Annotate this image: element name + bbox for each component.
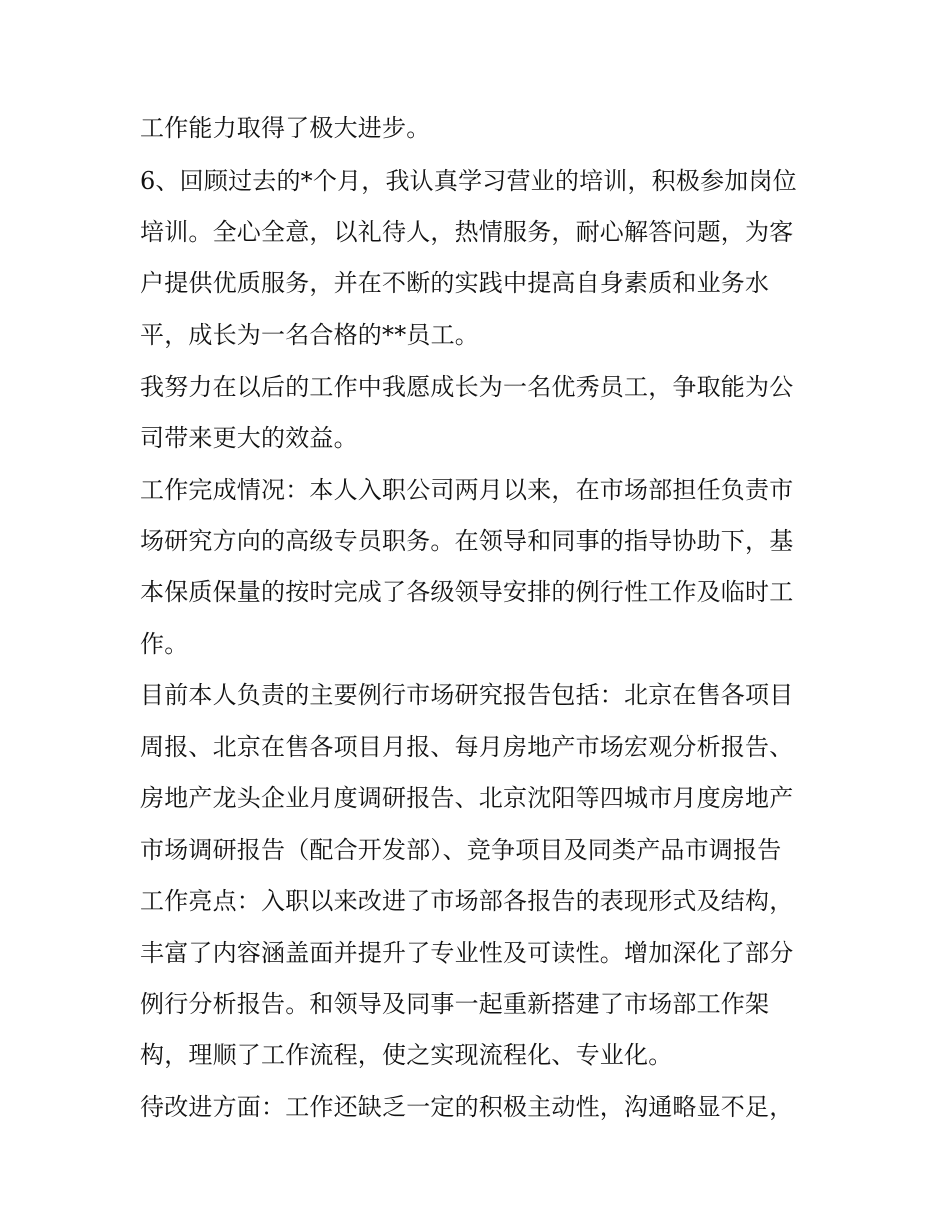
text-line: 我努力在以后的工作中我愿成长为一名优秀员工，争取能为公 — [140, 373, 794, 401]
text-line: 待改进方面：工作还缺乏一定的积极主动性，沟通略显不足， — [140, 1093, 794, 1121]
text-line: 工作亮点：入职以来改进了市场部各报告的表现形式及结构， — [140, 887, 794, 915]
text-line: 丰富了内容涵盖面并提升了专业性及可读性。增加深化了部分 — [140, 939, 794, 967]
text-line: 本保质保量的按时完成了各级领导安排的例行性工作及临时工 — [140, 578, 794, 606]
text-line: 培训。全心全意，以礼待人，热情服务，耐心解答问题，为客 — [140, 218, 794, 246]
text-line: 平，成长为一名合格的**员工。 — [140, 321, 479, 349]
text-line: 6、回顾过去的*个月，我认真学习营业的培训，积极参加岗位 — [140, 167, 797, 195]
text-line: 构，理顺了工作流程，使之实现流程化、专业化。 — [140, 1041, 673, 1069]
text-line: 目前本人负责的主要例行市场研究报告包括：北京在售各项目 — [140, 681, 794, 709]
text-line: 司带来更大的效益。 — [140, 424, 358, 452]
text-line: 场研究方向的高级专员职务。在领导和同事的指导协助下，基 — [140, 527, 794, 555]
text-line: 户提供优质服务，并在不断的实践中提高自身素质和业务水 — [140, 269, 770, 297]
text-line: 周报、北京在售各项目月报、每月房地产市场宏观分析报告、 — [140, 733, 794, 761]
text-line: 工作能力取得了极大进步。 — [140, 114, 431, 142]
text-line: 房地产龙头企业月度调研报告、北京沈阳等四城市月度房地产 — [140, 784, 794, 812]
text-line: 市场调研报告（配合开发部）、竞争项目及同类产品市调报告 — [140, 836, 782, 864]
text-line: 作。 — [140, 630, 189, 658]
text-line: 例行分析报告。和领导及同事一起重新搭建了市场部工作架 — [140, 990, 770, 1018]
text-line: 工作完成情况：本人入职公司两月以来，在市场部担任负责市 — [140, 476, 794, 504]
